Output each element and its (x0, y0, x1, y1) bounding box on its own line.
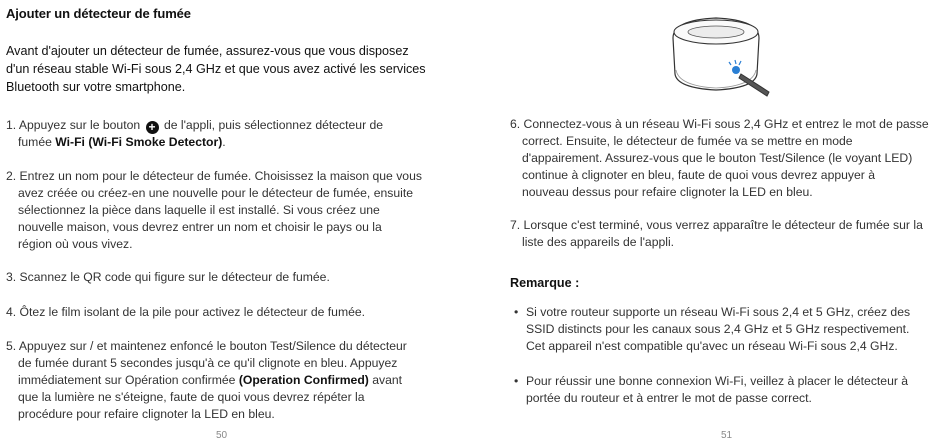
step-4 (6, 304, 461, 321)
step-1-bold: Wi-Fi (Wi-Fi Smoke Detector) (55, 135, 223, 149)
step-1-period: . (222, 135, 226, 149)
step-3-text: 3. Scannez le QR code qui figure sur le détecteur de fumée. (6, 270, 330, 284)
bullet-1-line-2: SSID distincts pour les canaux sous 2,4 GHz et 5 GHz respectivement. (526, 322, 910, 336)
step-6-line-2: correct. Ensuite, le détecteur de fumée va se mettre en mode (522, 134, 853, 148)
step-6-line-1: 6. Connectez-vous à un réseau Wi-Fi sous 2,4 GHz et entrez le mot de passe (510, 117, 929, 131)
remark-bullet-1 (514, 304, 946, 355)
bullet-1-line-1: Si votre routeur supporte un réseau Wi-Fi sous 2,4 et 5 GHz, créez des (526, 305, 911, 319)
step-5-line-4: que la lumière ne s'éteigne, faute de quoi vous devrez répéter la (18, 390, 365, 404)
bullet-2-line-2: portée du routeur et à entrer le mot de passe correct. (526, 391, 812, 405)
remark-title: Remarque : (510, 276, 580, 290)
step-1-text-a: 1. Appuyez sur le bouton (6, 118, 141, 132)
step-5-line-3a: immédiatement sur Opération confirmée (18, 373, 236, 387)
step-6 (510, 116, 950, 201)
step-7 (510, 217, 950, 251)
plus-circle-icon: + (146, 121, 159, 134)
step-6-line-5: nouveau dessus pour refaire clignoter la LED en bleu. (522, 185, 813, 199)
right-page (475, 0, 950, 445)
step-4-text: 4. Ôtez le film isolant de la pile pour activez le détecteur de fumée. (6, 305, 366, 319)
step-1 (6, 117, 456, 151)
intro-paragraph (6, 42, 446, 96)
page-number-left: 50 (216, 430, 228, 441)
intro-line-1: Avant d'ajouter un détecteur de fumée, assurez-vous que vous disposez (6, 44, 409, 58)
step-6-line-3: d'appairement. Assurez-vous que le bouton Test/Silence (le voyant LED) (522, 151, 913, 165)
step-2-line-3: sélectionnez la pièce dans laquelle il est installé. Si vous créez une (18, 203, 380, 217)
step-2-line-5: région où vous vivez. (18, 237, 133, 251)
step-5-line-5: procédure pour refaire clignoter la LED en bleu. (18, 407, 275, 421)
bullet-dot: • (514, 374, 519, 388)
remark-bullet-2 (514, 373, 946, 407)
step-6-line-4: continue à clignoter en bleu, faute de quoi vous devrez appuyer à (522, 168, 876, 182)
intro-line-3: Bluetooth sur votre smartphone. (6, 80, 186, 94)
step-7-line-2: liste des appareils de l'appli. (522, 235, 675, 249)
step-2 (6, 168, 461, 253)
bullet-1-line-3: Cet appareil n'est compatible qu'avec un réseau Wi-Fi sous 2,4 GHz. (526, 339, 898, 353)
step-5-bold: (Operation Confirmed) (238, 373, 369, 387)
smoke-detector-illustration (661, 8, 771, 98)
step-5-line-3c: avant (372, 373, 403, 387)
step-2-line-4: nouvelle maison, vous devrez entrer un nom et choisir le pays ou la (18, 220, 382, 234)
step-7-line-1: 7. Lorsque c'est terminé, vous verrez apparaître le détecteur de fumée sur la (510, 218, 923, 232)
step-5-line-2: de fumée durant 5 secondes jusqu'à ce qu'il clignote en bleu. Appuyez (18, 356, 398, 370)
step-1-text-c: fumée (18, 135, 52, 149)
step-5 (6, 338, 461, 423)
step-2-line-2: avez créée ou créez-en une nouvelle pour le détecteur de fumée, ensuite (18, 186, 413, 200)
step-3 (6, 269, 461, 286)
page-number-right: 51 (721, 430, 733, 441)
intro-line-2: d'un réseau stable Wi-Fi sous 2,4 GHz et que vous avez activé les services (6, 62, 426, 76)
bullet-dot: • (514, 305, 519, 319)
step-5-line-1: 5. Appuyez sur / et maintenez enfoncé le bouton Test/Silence du détecteur (6, 339, 407, 353)
step-1-text-b: de l'appli, puis sélectionnez détecteur de (163, 118, 384, 132)
step-2-line-1: 2. Entrez un nom pour le détecteur de fumée. Choisissez la maison que vous (6, 169, 422, 183)
bullet-2-line-1: Pour réussir une bonne connexion Wi-Fi, veillez à placer le détecteur à (526, 374, 909, 388)
section-heading: Ajouter un détecteur de fumée (6, 6, 191, 21)
